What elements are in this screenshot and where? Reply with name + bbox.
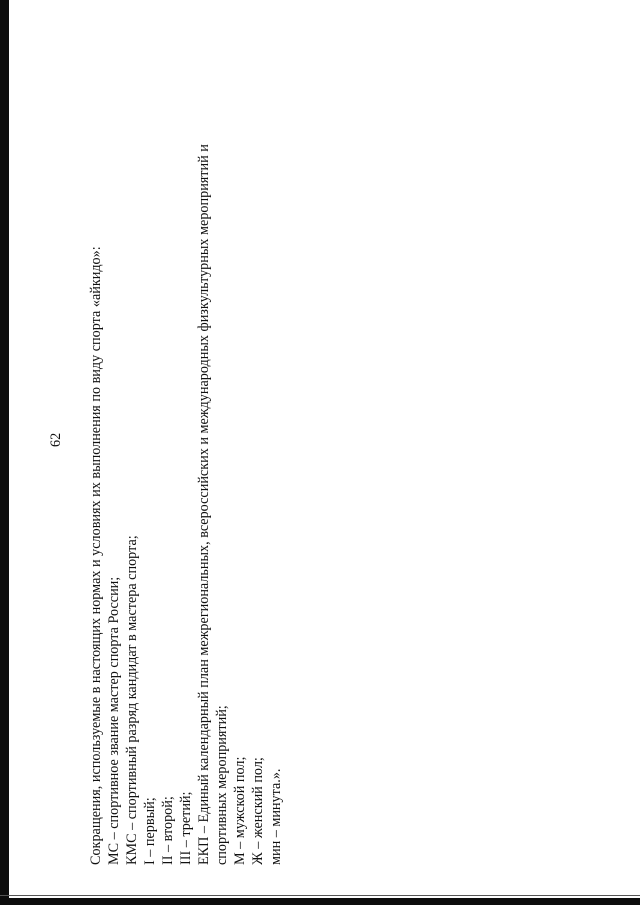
abbreviation-min: мин – минута.».: [268, 768, 284, 865]
abbreviation-ms: МС – спортивное звание мастер спорта России;: [106, 576, 122, 865]
abbreviation-i: I – первый;: [142, 797, 158, 865]
rotated-page-content: [48, 35, 370, 865]
abbreviation-m: М – мужской пол;: [232, 756, 248, 865]
abbreviation-ii: II – второй;: [160, 796, 176, 865]
scan-border-left: [0, 0, 9, 905]
abbreviation-ekp: ЕКП – Единый календарный план межрегиональных, всероссийских и международных физкультурных мероприятий и: [196, 144, 212, 865]
abbreviation-iii: III – третий;: [178, 791, 194, 865]
abbreviations-heading: Сокращения, используемые в настоящих нормах и условиях их выполнения по виду спорта «айкидо»:: [88, 246, 104, 865]
page-number: 62: [48, 432, 64, 447]
scan-border-bottom-line: [0, 895, 640, 896]
abbreviation-kms: КМС – спортивный разряд кандидат в мастера спорта;: [124, 535, 140, 865]
scan-border-bottom: [0, 898, 640, 905]
abbreviation-ekp-continued: спортивных мероприятий;: [214, 705, 230, 865]
abbreviation-zh: Ж – женский пол;: [250, 757, 266, 865]
